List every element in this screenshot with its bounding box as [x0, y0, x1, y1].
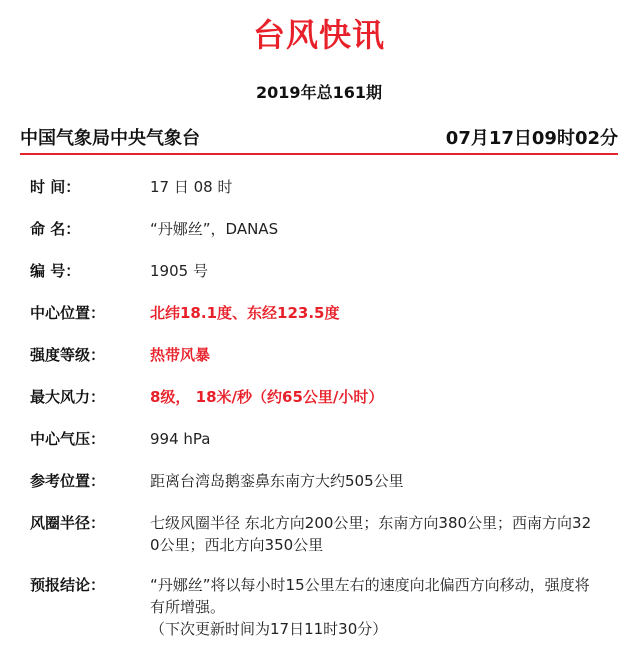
field-value: “丹娜丝”，DANAS — [150, 220, 279, 238]
page-title: 台风快讯 — [252, 16, 385, 54]
field-value — [150, 512, 620, 556]
field-value — [150, 574, 620, 640]
issue-timestamp: 07月17日09时02分 — [445, 128, 618, 149]
field-value: 17 日 08 时 — [150, 178, 233, 196]
field-value: 距离台湾岛鹅銮鼻东南方大约505公里 — [150, 472, 404, 490]
field-label: 编 号： — [30, 262, 81, 280]
field-label: 中心位置： — [30, 304, 106, 322]
agency-name: 中国气象局中央气象台 — [20, 128, 200, 149]
field-value: 1905 号 — [150, 262, 208, 280]
field-value: 994 hPa — [150, 430, 211, 448]
field-label: 强度等级： — [30, 346, 106, 364]
field-value: 热带风暴 — [150, 346, 211, 364]
field-label: 参考位置： — [30, 472, 106, 490]
field-label: 时 间： — [30, 178, 81, 196]
field-value-line: （下次更新时间为17日11时30分） — [150, 620, 388, 638]
divider — [20, 153, 618, 155]
issue-number: 2019年总161期 — [256, 83, 382, 102]
field-value-line: 有所增强。 — [150, 598, 226, 616]
field-label: 中心气压： — [30, 430, 106, 448]
field-label: 风圈半径： — [30, 514, 106, 532]
field-value: 北纬18.1度、东经123.5度 — [150, 304, 340, 322]
field-value: 8级， 18米/秒（约65公里/小时） — [150, 388, 384, 406]
field-label: 预报结论： — [30, 576, 106, 594]
field-value-line: 七级风圈半径 东北方向200公里；东南方向380公里；西南方向32 — [150, 514, 592, 532]
field-label: 命 名： — [30, 220, 81, 238]
field-label: 最大风力： — [30, 388, 106, 406]
field-value-line: “丹娜丝”将以每小时15公里左右的速度向北偏西方向移动，强度将 — [150, 576, 590, 594]
header-row — [20, 124, 618, 152]
field-value-line: 0公里；西北方向350公里 — [150, 536, 324, 554]
